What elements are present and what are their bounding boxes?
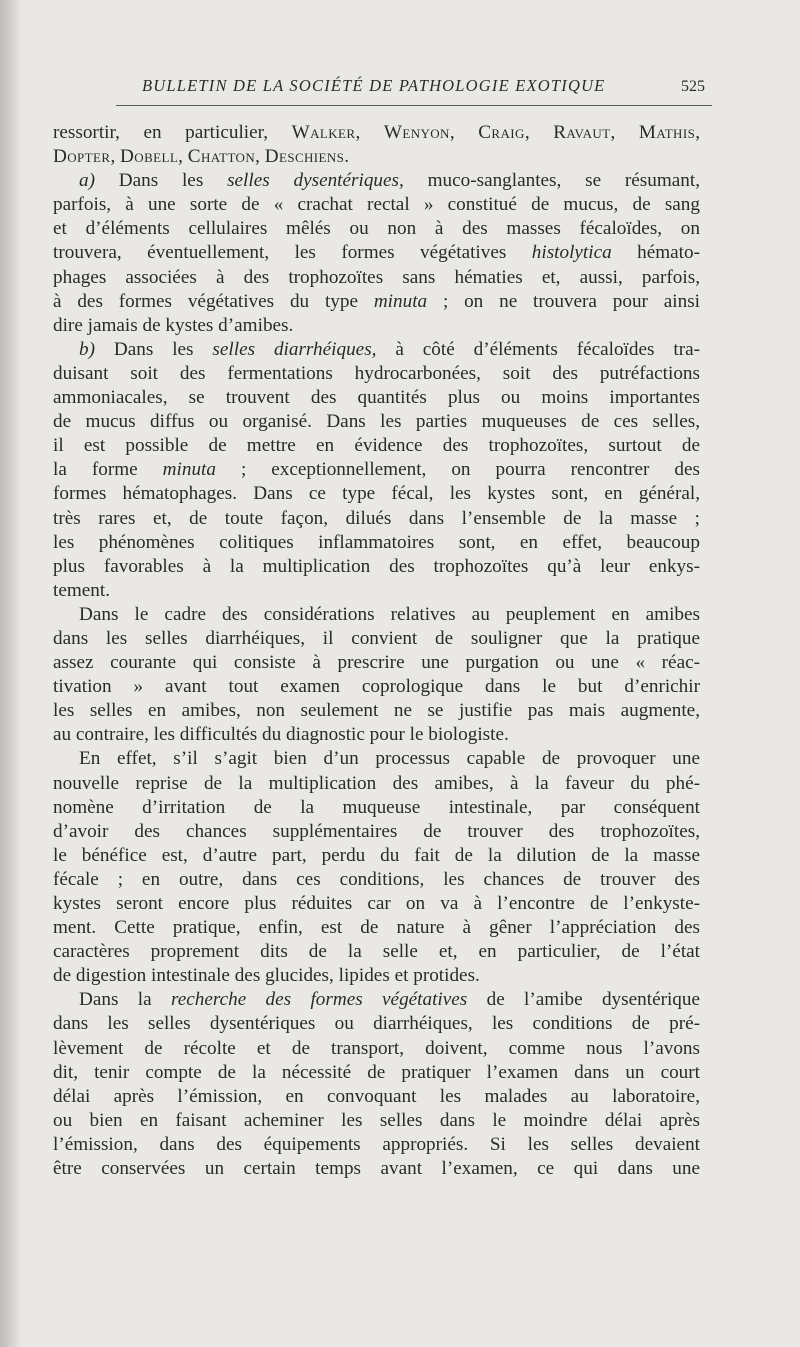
italic-phrase: recherche des formes végétatives (170, 989, 468, 1011)
text-fragment: Dans la (79, 989, 171, 1011)
text-line (53, 579, 700, 603)
text-line (53, 699, 700, 723)
italic-phrase: minuta (162, 459, 216, 481)
text-fragment: dans les selles diarrhéiques, il convient de souligner que la pratique (53, 627, 700, 649)
text-fragment: , (524, 122, 554, 143)
text-fragment: , (255, 146, 265, 168)
text-line (53, 820, 700, 844)
text-fragment: ammoniacales, se trouvent des quantités plus ou moins importantes (53, 387, 700, 409)
text-fragment: ment. Cette pratique, enfin, est de nature à gêner l’appréciation des (53, 917, 700, 939)
text-fragment: ressortir, en particulier, (53, 122, 292, 143)
text-fragment: , (178, 146, 188, 168)
text-line (53, 1085, 700, 1109)
page-number: 525 (681, 78, 705, 95)
italic-phrase: selles dysentériques, (227, 170, 404, 192)
text-line (53, 723, 700, 747)
text-line (53, 145, 700, 169)
italic-phrase: minuta (373, 290, 428, 312)
text-line (53, 217, 700, 241)
author-name: Dobell (120, 146, 179, 168)
text-line (53, 458, 700, 482)
text-line (53, 844, 700, 868)
text-fragment: la forme (53, 459, 163, 481)
text-line (53, 1012, 700, 1036)
text-fragment: caractères proprement dits de la selle et, en particulier, de l’état (53, 941, 700, 963)
text-fragment: . (344, 146, 350, 168)
text-line (53, 338, 700, 362)
author-name: Mathis (638, 122, 696, 143)
page-edge-shadow (0, 0, 22, 1347)
text-line (53, 772, 700, 796)
text-fragment: d’avoir des chances supplémentaires de trouver des trophozoïtes, (53, 820, 700, 842)
text-line (53, 1157, 700, 1181)
text-fragment: à des formes végétatives du type (53, 290, 374, 312)
text-line (53, 916, 700, 940)
text-fragment: nomène d’irritation de la muqueuse intestinale, par conséquent (53, 796, 700, 818)
text-fragment: Dans les (94, 170, 228, 192)
text-line (53, 964, 700, 988)
text-fragment: dit, tenir compte de la nécessité de pratiquer l’examen dans un court (53, 1061, 700, 1083)
text-fragment: et d’éléments cellulaires mêlés ou non à des masses fécaloïdes, on (53, 218, 700, 240)
text-fragment: En effet, s’il s’agit bien d’un processus capable de provoquer une (79, 748, 700, 770)
text-fragment: il est possible de mettre en évidence des trophozoïtes, surtout de (53, 435, 700, 457)
text-line (53, 1061, 700, 1085)
text-line (53, 531, 700, 555)
text-line (53, 266, 700, 290)
text-fragment: nouvelle reprise de la multiplication des amibes, à la faveur du phé- (53, 772, 700, 794)
text-fragment: délai après l’émission, en convoquant les malades au laboratoire, (53, 1085, 700, 1107)
text-fragment: à côté d’éléments fécaloïdes tra- (376, 338, 700, 360)
text-fragment: hémato- (611, 242, 700, 264)
italic-phrase: b) (79, 338, 95, 360)
text-line (53, 603, 700, 627)
running-header (116, 76, 711, 104)
body-text (53, 121, 700, 1181)
italic-phrase: selles diarrhéiques, (212, 338, 377, 360)
author-name: Dopter (53, 146, 111, 168)
text-fragment: assez courante qui consiste à prescrire une purgation ou une « réac- (53, 652, 700, 674)
text-fragment: trouvera, éventuellement, les formes végétatives (53, 242, 532, 264)
text-fragment: , (355, 122, 384, 143)
text-fragment: au contraire, les difficultés du diagnostic pour le biologiste. (53, 724, 509, 746)
text-fragment: Dans les (94, 338, 213, 360)
author-name: Walker (291, 122, 356, 143)
text-line (53, 1037, 700, 1061)
text-fragment: , (110, 146, 121, 168)
text-fragment: l’émission, dans des équipements appropriés. Si les selles devaient (53, 1133, 700, 1155)
text-line (53, 193, 700, 217)
text-line (53, 362, 700, 386)
text-line (53, 169, 700, 193)
author-name: Deschiens (264, 146, 345, 168)
running-title: BULLETIN DE LA SOCIÉTÉ DE PATHOLOGIE EXOTIQUE (142, 76, 606, 95)
text-line (53, 507, 700, 531)
text-fragment: ; on ne trouvera pour ainsi (427, 290, 700, 312)
text-fragment: de digestion intestinale des glucides, lipides et protides. (53, 965, 480, 987)
text-fragment: les phénomènes colitiques inflammatoires sont, en effet, beaucoup (53, 531, 700, 553)
text-line (53, 675, 700, 699)
text-fragment: formes hématophages. Dans ce type fécal, les kystes sont, en général, (53, 483, 700, 505)
text-line (53, 241, 700, 265)
text-fragment: muco-sanglantes, se résumant, (403, 170, 700, 192)
text-fragment: Dans le cadre des considérations relatives au peuplement en amibes (79, 603, 700, 625)
text-fragment: de l’amibe dysentérique (467, 989, 701, 1011)
text-fragment: lèvement de récolte et de transport, doivent, comme nous l’avons (53, 1037, 700, 1059)
text-fragment: être conservées un certain temps avant l’examen, ce qui dans une (53, 1158, 700, 1180)
text-fragment: tivation » avant tout examen coprologique dans le but d’enrichir (53, 676, 700, 698)
text-fragment: duisant soit des fermentations hydrocarbonées, soit des putréfactions (53, 362, 700, 384)
text-line (53, 940, 700, 964)
text-line (53, 482, 700, 506)
text-fragment: parfois, à une sorte de « crachat rectal » constitué de mucus, de sang (53, 194, 700, 216)
text-fragment: dans les selles dysentériques ou diarrhéiques, les conditions de pré- (53, 1013, 700, 1035)
text-line (53, 988, 700, 1012)
text-line (53, 434, 700, 458)
text-fragment: ou bien en faisant acheminer les selles dans le moindre délai après (53, 1109, 700, 1131)
text-fragment: dire jamais de kystes d’amibes. (53, 314, 294, 336)
text-fragment: ; exceptionnellement, on pourra rencontrer des (215, 459, 700, 481)
text-fragment: kystes seront encore plus réduites car on va à l’encontre de l’enkyste- (53, 893, 700, 914)
author-name: Wenyon (383, 122, 450, 143)
text-line (53, 651, 700, 675)
text-line (53, 892, 700, 916)
text-fragment: de mucus diffus ou organisé. Dans les parties muqueuses de ces selles, (53, 411, 700, 433)
author-name: Chatton (187, 146, 256, 168)
text-line (53, 386, 700, 410)
header-rule (116, 105, 712, 106)
text-fragment: plus favorables à la multiplication des trophozoïtes qu’à leur enkys- (53, 555, 700, 577)
text-fragment: , (610, 122, 639, 143)
text-fragment: les selles en amibes, non seulement ne se justifie pas mais augmente, (53, 700, 700, 722)
author-name: Craig (478, 122, 525, 143)
text-line (53, 627, 700, 651)
text-fragment: , (449, 122, 479, 143)
text-line (53, 1133, 700, 1157)
author-name: Ravaut (553, 122, 611, 143)
text-fragment: phages associées à des trophozoïtes sans hématies et, aussi, parfois, (53, 266, 700, 288)
text-line (53, 410, 700, 434)
text-line (53, 868, 700, 892)
text-fragment: fécale ; en outre, dans ces conditions, les chances de trouver des (53, 868, 700, 890)
text-fragment: , (695, 122, 700, 143)
text-fragment: très rares et, de toute façon, dilués dans l’ensemble de la masse ; (53, 507, 700, 529)
italic-phrase: a) (79, 170, 95, 192)
text-line (53, 290, 700, 314)
italic-phrase: histolytica (531, 242, 612, 264)
text-line (53, 1109, 700, 1133)
text-fragment: le bénéfice est, d’autre part, perdu du fait de la dilution de la masse (53, 844, 700, 866)
text-line (53, 555, 700, 579)
text-fragment: tement. (53, 579, 111, 601)
text-line (53, 796, 700, 820)
text-line (53, 314, 700, 338)
text-line (53, 747, 700, 771)
text-line (53, 121, 700, 145)
